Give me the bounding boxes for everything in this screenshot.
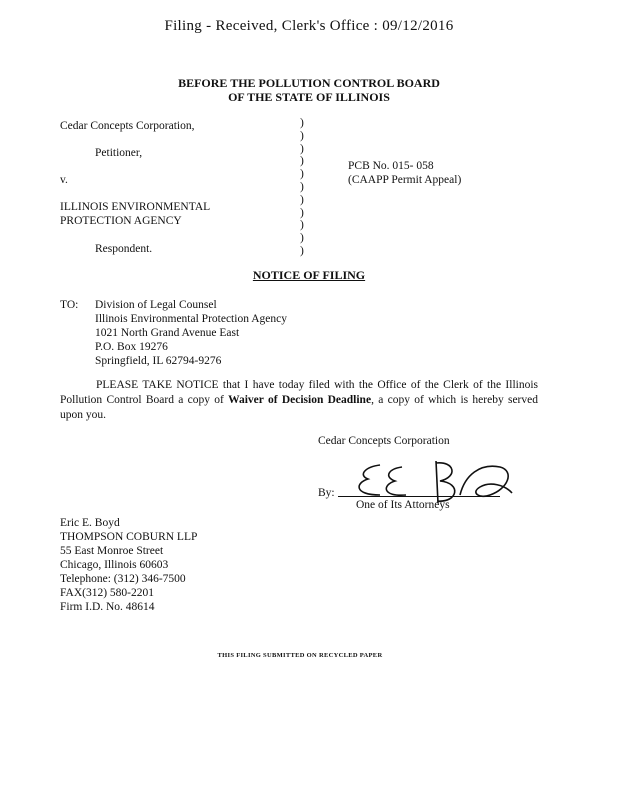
versus: v. bbox=[60, 174, 68, 186]
addressee-line: Illinois Environmental Protection Agency bbox=[95, 313, 287, 325]
notice-text-part2: , a copy of which is hereby served upon you. bbox=[60, 394, 538, 421]
respondent-role: Respondent. bbox=[95, 243, 153, 255]
respondent-name-line1: ILLINOIS ENVIRONMENTAL bbox=[60, 201, 211, 213]
addressee-line: Division of Legal Counsel bbox=[95, 299, 217, 311]
firm-address-city: Chicago, Illinois 60603 bbox=[60, 559, 169, 571]
addressee-line: P.O. Box 19276 bbox=[95, 341, 168, 353]
respondent-name-line2: PROTECTION AGENCY bbox=[60, 215, 182, 227]
to-label: TO: bbox=[60, 299, 79, 311]
document-title: Waiver of Decision Deadline bbox=[228, 394, 372, 406]
addressee-line: Springfield, IL 62794-9276 bbox=[95, 355, 222, 367]
recycled-paper-note: THIS FILING SUBMITTED ON RECYCLED PAPER bbox=[217, 652, 383, 659]
case-type: (CAAPP Permit Appeal) bbox=[348, 174, 462, 186]
notice-title: NOTICE OF FILING bbox=[252, 268, 366, 282]
addressee-line: 1021 North Grand Avenue East bbox=[95, 327, 240, 339]
court-heading-line1: BEFORE THE POLLUTION CONTROL BOARD bbox=[178, 76, 440, 90]
notice-text-part1: PLEASE TAKE NOTICE that I have today filed with the Office of the Clerk of the Illinois Pollution Control Board a copy of bbox=[60, 379, 538, 406]
notice-paragraph bbox=[60, 378, 538, 423]
caption-parentheses: ) ) ) ) ) ) ) ) ) ) ) bbox=[300, 117, 304, 257]
firm-id: Firm I.D. No. 48614 bbox=[60, 601, 155, 613]
firm-address-street: 55 East Monroe Street bbox=[60, 545, 164, 557]
signer-role: One of Its Attorneys bbox=[356, 499, 450, 511]
law-firm: THOMPSON COBURN LLP bbox=[60, 531, 198, 543]
firm-fax: FAX(312) 580-2201 bbox=[60, 587, 155, 599]
petitioner-role: Petitioner, bbox=[95, 147, 143, 159]
case-number: PCB No. 015- 058 bbox=[348, 160, 434, 172]
by-label: By: bbox=[318, 487, 335, 499]
attorney-name: Eric E. Boyd bbox=[60, 517, 120, 529]
filing-stamp: Filing - Received, Clerk's Office : 09/12/2016 bbox=[164, 18, 454, 34]
court-heading-line2: OF THE STATE OF ILLINOIS bbox=[228, 90, 390, 104]
signing-company: Cedar Concepts Corporation bbox=[318, 435, 450, 447]
petitioner-name: Cedar Concepts Corporation, bbox=[60, 120, 195, 132]
firm-telephone: Telephone: (312) 346-7500 bbox=[60, 573, 186, 585]
